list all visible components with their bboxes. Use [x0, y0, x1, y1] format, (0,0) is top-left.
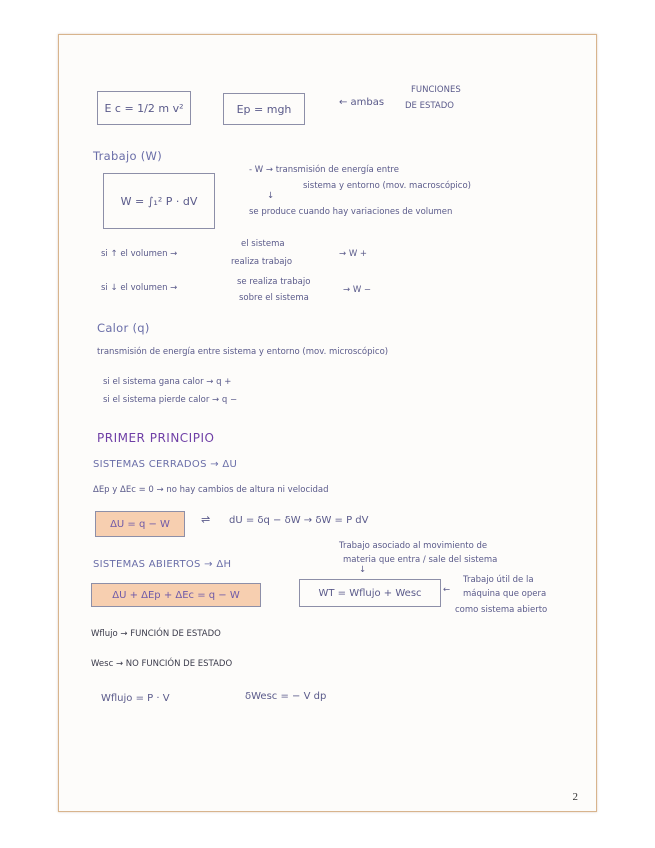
- open-system-box: [91, 583, 261, 607]
- total-work-box: [299, 579, 441, 607]
- differential-form: dU = δq − δW → δW = P dV: [229, 515, 369, 526]
- arrow-left-small: ←: [443, 585, 451, 595]
- trabajo-util-1: Trabajo útil de la: [463, 575, 534, 585]
- wesc-equation: δWesc = − V dp: [245, 691, 327, 702]
- wflujo-equation: Wflujo = P · V: [101, 693, 170, 704]
- calor-pierde: si el sistema pierde calor → q −: [103, 395, 238, 405]
- trabajo-asociado-2: materia que entra / sale del sistema: [343, 555, 498, 565]
- kinetic-energy-box: [97, 91, 191, 125]
- calor-heading: Calor (q): [97, 321, 150, 335]
- wesc-funcion: Wesc → NO FUNCIÓN DE ESTADO: [91, 659, 233, 669]
- trabajo-util-3: como sistema abierto: [455, 605, 548, 615]
- page-number: 2: [572, 791, 578, 803]
- potential-energy-box: [223, 93, 305, 125]
- calor-definition: transmisión de energía entre sistema y entorno (mov. microscópico): [97, 347, 389, 357]
- arrow-down-small-2: ↓: [359, 565, 367, 575]
- volume-up-result: → W +: [339, 249, 368, 259]
- wflujo-funcion: Wflujo → FUNCIÓN DE ESTADO: [91, 629, 221, 639]
- volume-up-mid1: el sistema: [241, 239, 285, 249]
- total-work-formula: WT = Wflujo + Wesc: [318, 587, 422, 599]
- open-system-formula: ΔU + ΔEp + ΔEc = q − W: [112, 589, 240, 601]
- primer-principio-heading: PRIMER PRINCIPIO: [97, 431, 215, 445]
- delta-u-formula: ΔU = q − W: [110, 518, 170, 530]
- calor-gana: si el sistema gana calor → q +: [103, 377, 232, 387]
- sistemas-cerrados: SISTEMAS CERRADOS → ΔU: [93, 459, 238, 470]
- volume-down-result: → W −: [343, 285, 372, 295]
- sistemas-abiertos: SISTEMAS ABIERTOS → ΔH: [93, 559, 232, 570]
- trabajo-util-2: máquina que opera: [463, 589, 547, 599]
- work-integral-box: [103, 173, 215, 229]
- trabajo-asociado-1: Trabajo asociado al movimiento de: [339, 541, 488, 551]
- trabajo-heading: Trabajo (W): [93, 149, 162, 163]
- delta-u-box: [95, 511, 185, 537]
- volume-down-mid2: sobre el sistema: [239, 293, 309, 303]
- volume-down-text: si ↓ el volumen →: [101, 283, 178, 293]
- work-def-line3: se produce cuando hay variaciones de volumen: [249, 207, 453, 217]
- de-estado-text: DE ESTADO: [405, 101, 454, 111]
- equivalence-sign: ⇌: [201, 513, 211, 526]
- potential-energy-formula: Ep = mgh: [236, 102, 292, 116]
- work-def-line2: sistema y entorno (mov. macroscópico): [303, 181, 471, 191]
- volume-up-text: si ↑ el volumen →: [101, 249, 178, 259]
- arrow-down-small: ↓: [267, 191, 275, 201]
- no-cambios-text: ΔEp y ΔEc = 0 → no hay cambios de altura ni velocidad: [93, 485, 329, 495]
- work-def-line1: - W → transmisión de energía entre: [249, 165, 399, 175]
- notebook-page: [58, 34, 597, 812]
- volume-down-mid1: se realiza trabajo: [237, 277, 311, 287]
- volume-up-mid2: realiza trabajo: [231, 257, 293, 267]
- kinetic-energy-formula: E c = 1/2 m v²: [104, 101, 184, 115]
- ambas-text: ← ambas: [339, 97, 385, 108]
- work-integral-formula: W = ∫₁² P · dV: [120, 194, 198, 208]
- funciones-text: FUNCIONES: [411, 85, 461, 95]
